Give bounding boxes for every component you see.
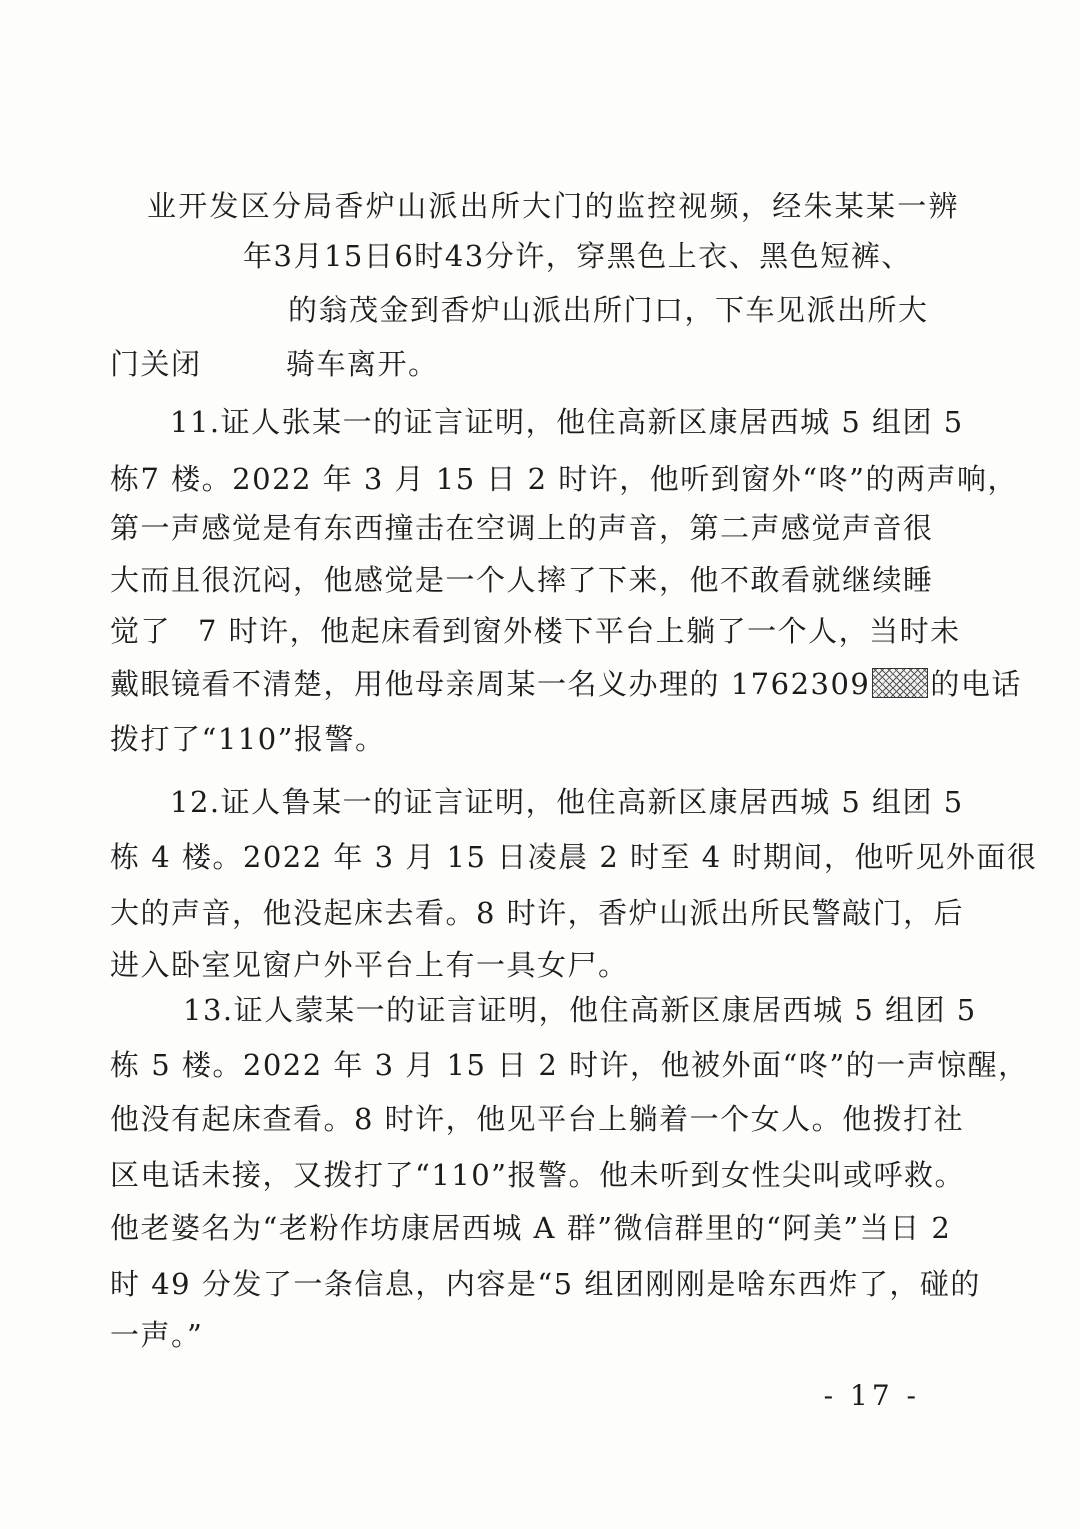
text-line: 栋7 楼。2022 年 3 月 15 日 2 时许，他听到窗外“咚”的两声响， bbox=[110, 462, 1018, 496]
text-line: 他没有起床查看。8 时许，他见平台上躺着一个女人。他拨打社 bbox=[110, 1102, 965, 1136]
text-line: 栋 5 楼。2022 年 3 月 15 日 2 时许，他被外面“咚”的一声惊醒， bbox=[110, 1048, 1029, 1082]
text-line: 的翁茂金到香炉山派出所门口，下车见派出所大 bbox=[288, 293, 929, 327]
redaction-box bbox=[872, 668, 928, 698]
paragraph-12-start: 12.证人鲁某一的证言证明，他住高新区康居西城 5 组团 5 bbox=[170, 785, 964, 819]
text-line: 区电话未接，又拨打了“110”报警。他未听到女性尖叫或呼救。 bbox=[110, 1158, 966, 1192]
text-line: 大的声音，他没起床去看。8 时许，香炉山派出所民警敲门，后 bbox=[110, 896, 965, 930]
text-line-end: 7 时许，他起床看到窗外楼下平台上躺了一个人，当时未 bbox=[198, 614, 961, 648]
page-number: - 17 - bbox=[823, 1379, 920, 1412]
text-line-with-redaction bbox=[110, 664, 1022, 704]
text-segment: 戴眼镜看不清楚，用他母亲周某一名义办理的 1762309 bbox=[110, 667, 871, 701]
text-line: 第一声感觉是有东西撞击在空调上的声音，第二声感觉声音很 bbox=[110, 511, 934, 545]
paragraph-11-start: 11.证人张某一的证言证明，他住高新区康居西城 5 组团 5 bbox=[170, 405, 964, 439]
text-line: 进入卧室见窗户外平台上有一具女尸。 bbox=[110, 948, 629, 982]
text-line-end: 骑车离开。 bbox=[286, 347, 439, 381]
text-line: 他老婆名为“老粉作坊康居西城 A 群”微信群里的“阿美”当日 2 bbox=[110, 1211, 952, 1245]
text-line: 时 49 分发了一条信息，内容是“5 组团刚刚是啥东西炸了，碰的 bbox=[110, 1267, 981, 1301]
text-line: 栋 4 楼。2022 年 3 月 15 日凌晨 2 时至 4 时期间，他听见外面很 bbox=[110, 840, 1038, 874]
text-segment: 的电话 bbox=[930, 667, 1022, 701]
paragraph-13-start: 13.证人蒙某一的证言证明，他住高新区康居西城 5 组团 5 bbox=[183, 993, 977, 1027]
text-line: 年3月15日6时43分许，穿黑色上衣、黑色短裤、 bbox=[243, 239, 912, 273]
text-line: 一声。” bbox=[110, 1318, 204, 1352]
text-line: 大而且很沉闷，他感觉是一个人摔了下来，他不敢看就继续睡 bbox=[110, 563, 934, 597]
text-line: 拨打了“110”报警。 bbox=[110, 722, 386, 756]
text-line: 业开发区分局香炉山派出所大门的监控视频，经朱某某一辨 bbox=[147, 189, 959, 223]
text-line-start: 门关闭 bbox=[110, 347, 202, 381]
text-line-start: 觉了 bbox=[110, 614, 172, 648]
